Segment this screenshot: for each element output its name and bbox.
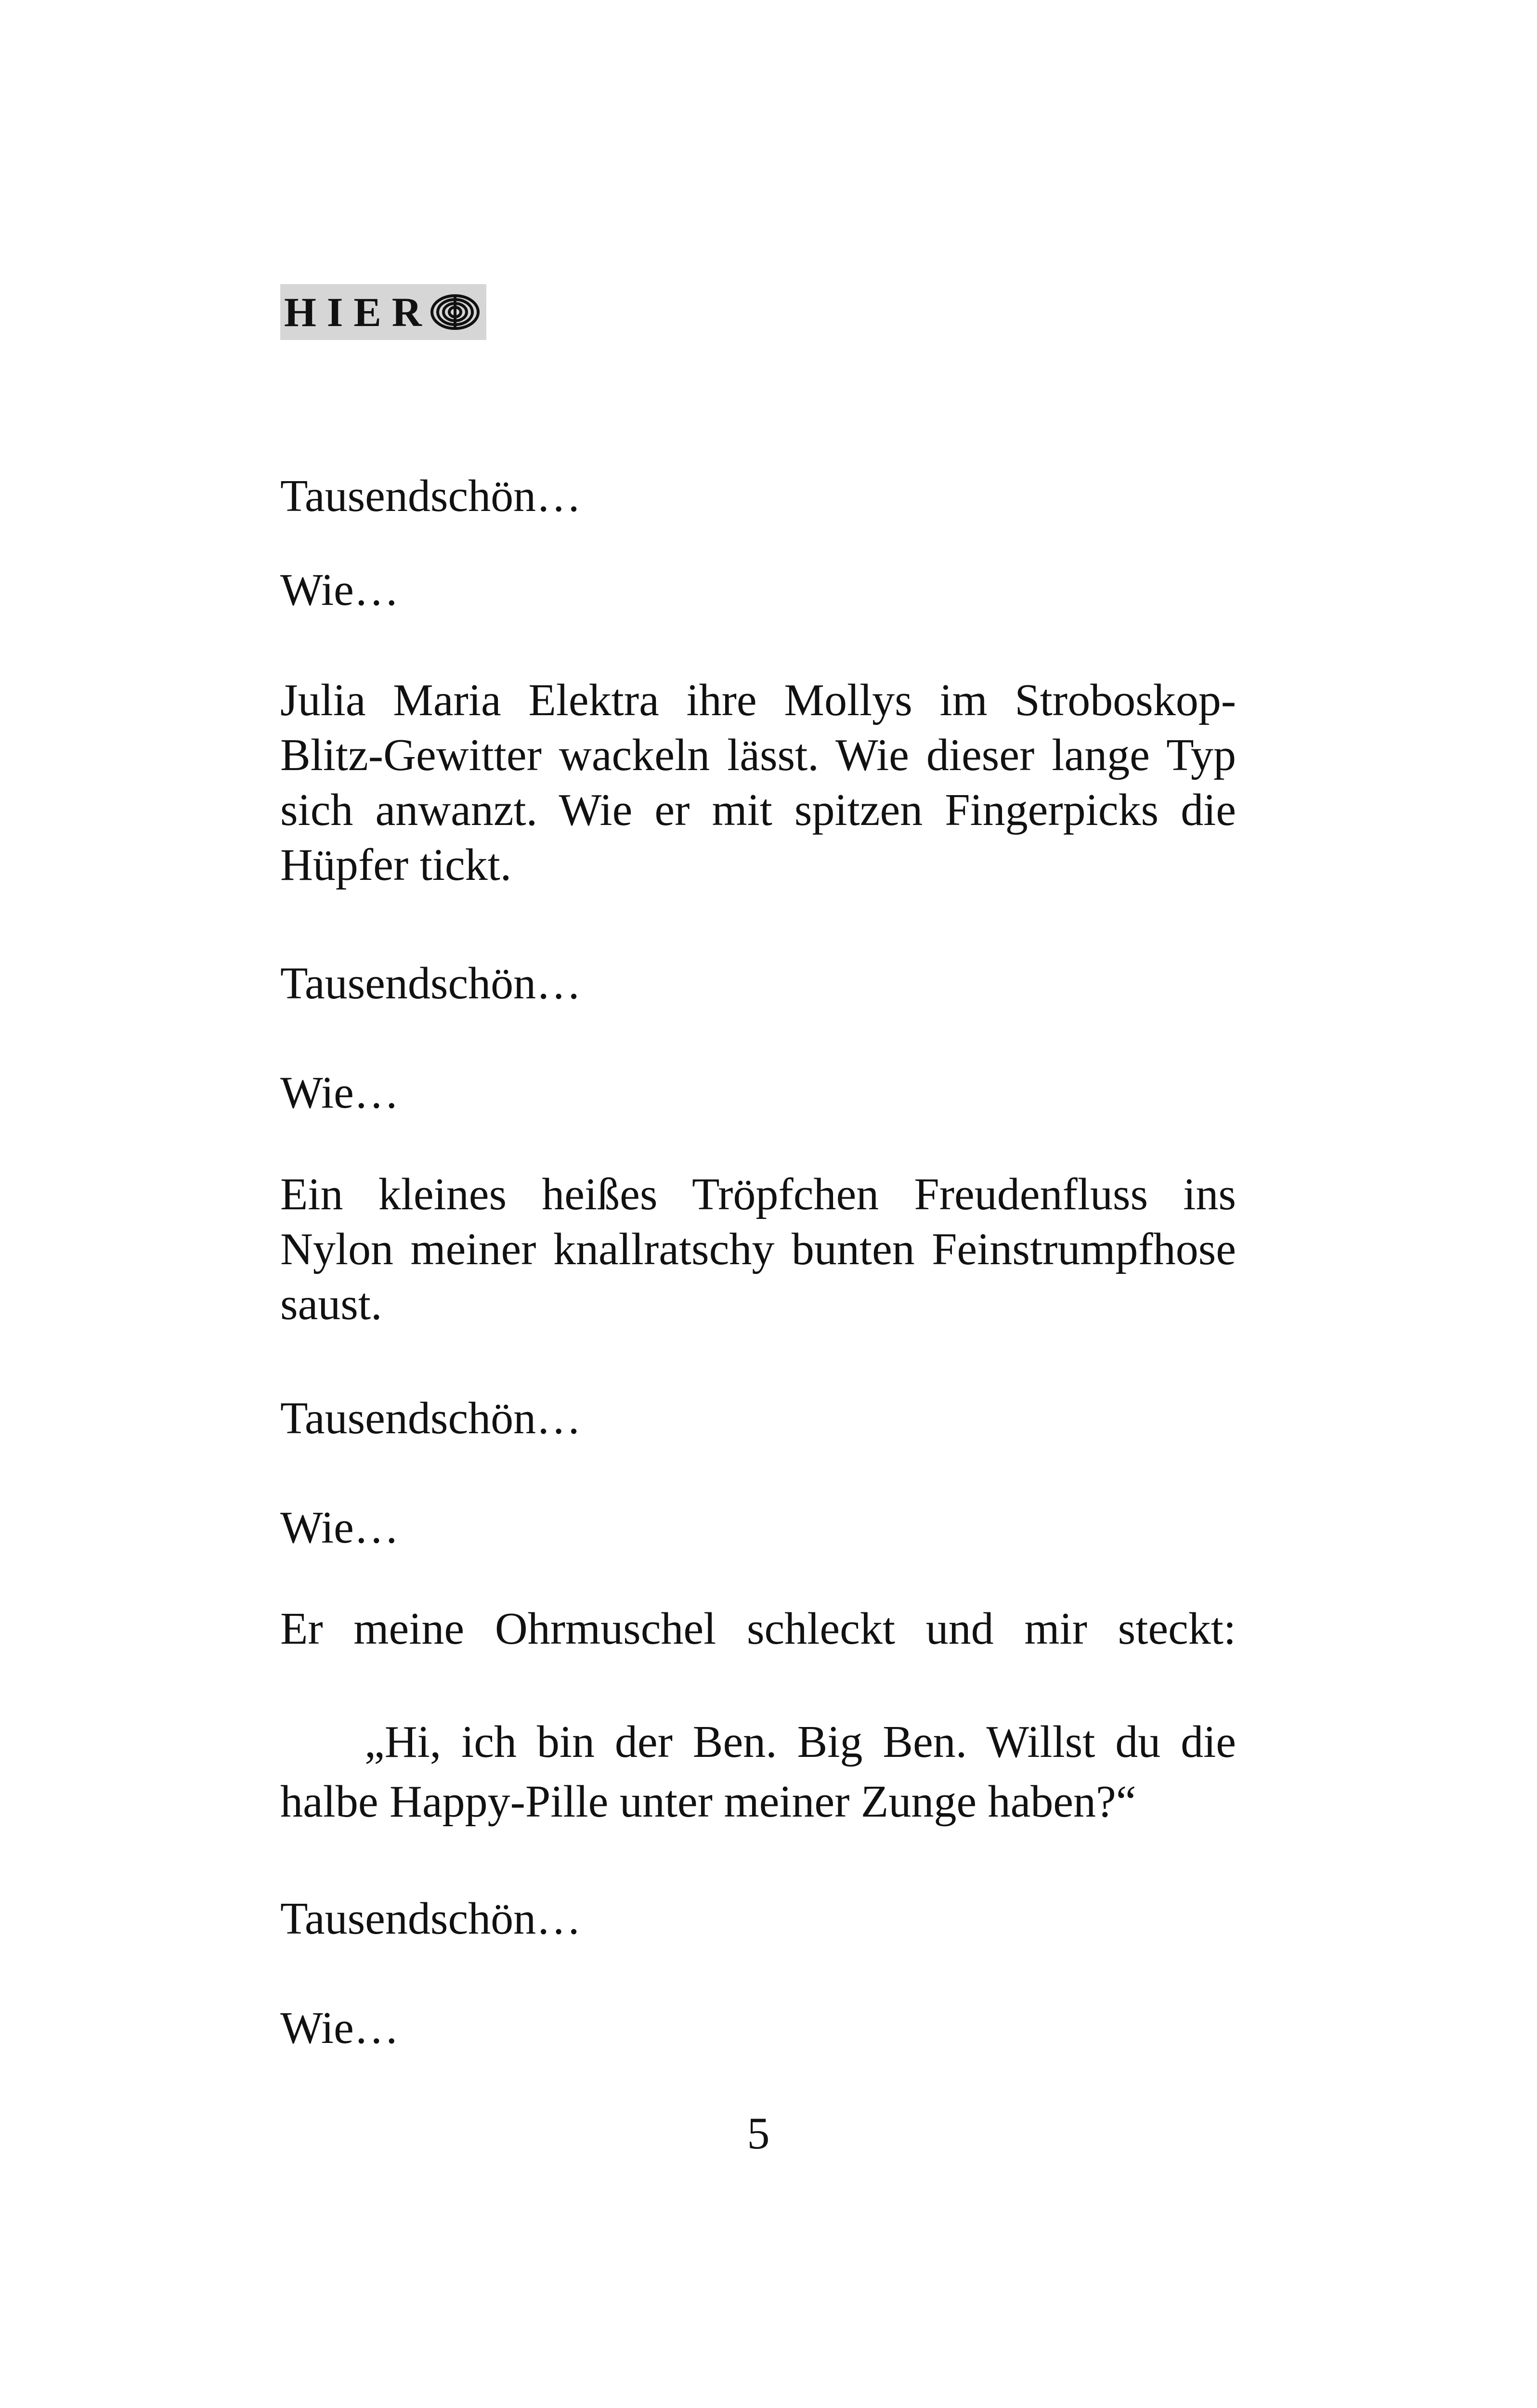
paragraph: Julia Maria Elektra ihre Mollys im Stroboskop-Blitz-Gewitter wackeln lässt. Wie dieser lange Typ sich anwanzt. Wie er mit spitzen Fingerpicks die Hüpfer tickt. xyxy=(280,675,1236,890)
refrain-line: Tausendschön… xyxy=(280,1393,582,1443)
refrain-line: Wie… xyxy=(280,1068,399,1118)
refrain-line: Tausendschön… xyxy=(280,471,582,521)
paragraph: Er meine Ohrmuschel schleckt und mir steckt: xyxy=(280,1604,1236,1654)
chapter-heading xyxy=(280,284,486,340)
quote-paragraph: „Hi, ich bin der Ben. Big Ben. Willst du die halbe Happy-Pille unter meiner Zunge haben?“ xyxy=(280,1717,1236,1827)
chapter-title: HIER xyxy=(284,289,432,335)
refrain-line: Wie… xyxy=(280,1503,399,1553)
paragraph: Ein kleines heißes Tröpfchen Freudenfluss ins Nylon meiner knallratschy bunten Feinstrumpfhose saust. xyxy=(280,1169,1236,1329)
concentric-circles-logo-icon xyxy=(429,293,482,331)
refrain-line: Tausendschön… xyxy=(280,1894,582,1944)
refrain-line: Tausendschön… xyxy=(280,958,582,1008)
refrain-line: Wie… xyxy=(280,565,399,615)
page-number: 5 xyxy=(747,2108,770,2159)
refrain-line: Wie… xyxy=(280,2003,399,2053)
